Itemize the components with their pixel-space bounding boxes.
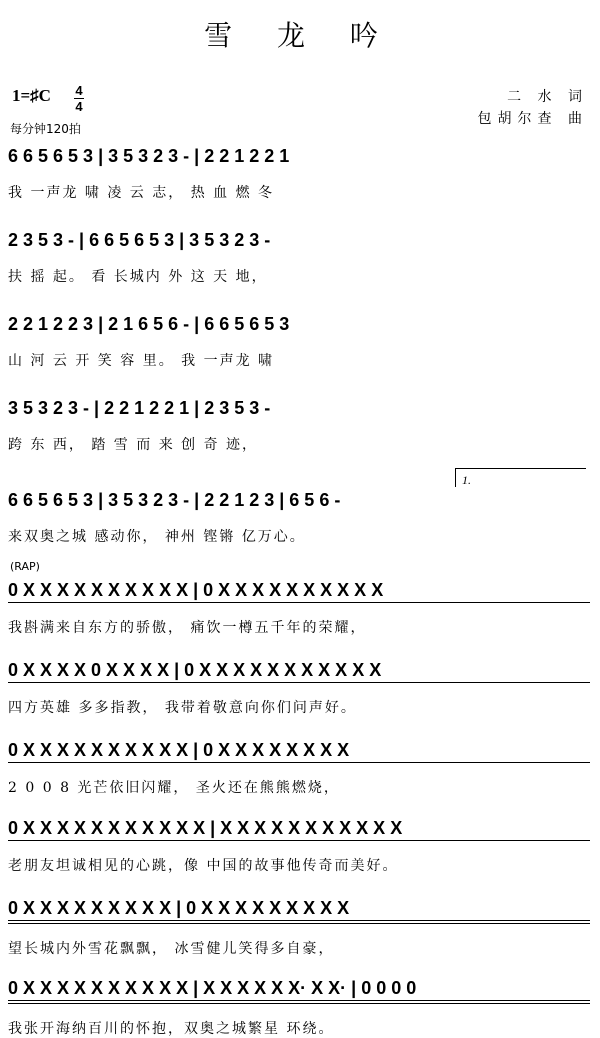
rap-system-6 [8,978,590,1038]
volta-label: 1. [462,473,471,487]
melody-system-5 [8,490,590,546]
volta-bracket [455,468,586,487]
rap-system-1 [8,580,590,637]
rhythm-line: 0 X X X X X X X X X X | 0 X X X X X X X X X X [8,580,590,603]
lyrics-line: 跨 东 西， 踏 雪 而 来 创 奇 迹， [8,437,259,453]
lyrics-line: 我张开海纳百川的怀抱，双奥之城繁星 环绕。 [8,1021,335,1037]
tempo-marking: 每分钟120拍 [10,122,81,136]
melody-system-1 [8,146,590,202]
rhythm-line: 0 X X X X X X X X X | 0 X X X X X X X X X [8,898,590,924]
rap-system-5 [8,898,590,958]
rap-label: (RAP) [10,560,40,573]
lyrics-line: 来双奥之城 感动你， 神州 铿锵 亿万心。 [8,529,306,545]
lyrics-line: 扶 摇 起。 看 长城内 外 这 天 地， [8,269,268,285]
rap-system-2 [8,660,590,717]
composer-credit: 包胡尔查 曲 [477,111,588,127]
notes-line: 2 2 1 2 2 3 | 2 1 6 5 6 - | 6 6 5 6 5 3 [8,314,290,334]
rhythm-line: 0 X X X X X X X X X X | 0 X X X X X X X X [8,740,590,763]
notes-line: 2 3 5 3 - | 6 6 5 6 5 3 | 3 5 3 2 3 - [8,230,271,250]
melody-system-2 [8,230,590,286]
time-top: 4 [75,83,83,98]
notes-line: 3 5 3 2 3 - | 2 2 1 2 2 1 | 2 3 5 3 - [8,398,271,418]
key-signature: 1=♯C [12,86,51,105]
rap-system-4 [8,818,590,875]
lyrics-line: 我斟满来自东方的骄傲， 痛饮一樽五千年的荣耀， [8,620,367,636]
lyrics-line: 2 0 0 8 光芒依旧闪耀， 圣火还在熊熊燃烧， [8,780,340,796]
time-bottom: 4 [75,99,83,114]
song-title: 雪 龙 吟 [204,19,396,52]
lyrics-line: 望长城内外雪花飘飘， 冰雪健儿笑得多自豪， [8,941,335,957]
lyricist-credit: 二 水 词 [507,89,588,105]
lyrics-line: 山 河 云 开 笑 容 里。 我 一声龙 啸 [8,353,275,369]
notes-line: 6 6 5 6 5 3 | 3 5 3 2 3 - | 2 2 1 2 2 1 [8,146,290,166]
lyrics-line: 我 一声龙 啸 凌 云 志， 热 血 燃 冬 [8,185,275,201]
melody-system-4 [8,398,590,454]
rhythm-line: 0 X X X X 0 X X X X | 0 X X X X X X X X X X X [8,660,590,683]
lyrics-line: 四方英雄 多多指教， 我带着敬意向你们问声好。 [8,700,357,716]
notes-line: 6 6 5 6 5 3 | 3 5 3 2 3 - | 2 2 1 2 3 | 6 5 6 - [8,490,341,510]
melody-system-3 [8,314,590,370]
time-signature [74,84,84,113]
rhythm-line: 0 X X X X X X X X X X | X X X X X X· X X· | 0 0 0 0 [8,978,590,1004]
lyrics-line: 老朋友坦诚相见的心跳，像 中国的故事他传奇而美好。 [8,858,399,874]
rap-system-3 [8,740,590,797]
rhythm-line: 0 X X X X X X X X X X X | X X X X X X X X X X X [8,818,590,841]
